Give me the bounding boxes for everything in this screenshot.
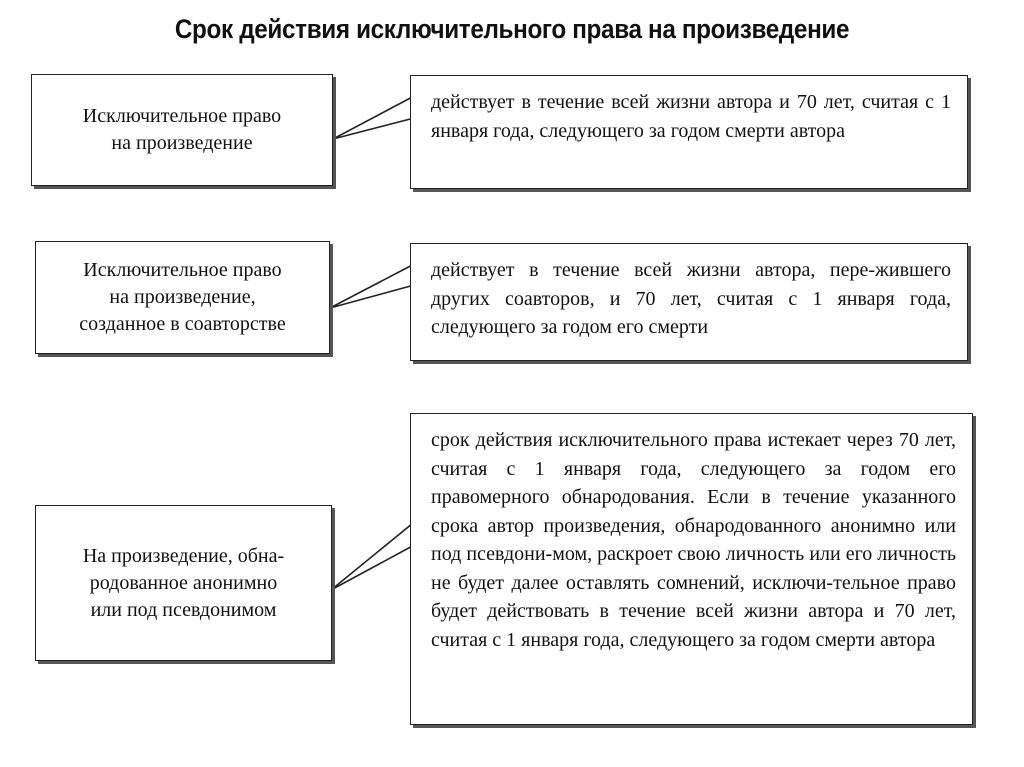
left-box-row-1-line-1: Исключительное право [82, 105, 282, 127]
left-box-row-1-line-2: на произведение [111, 132, 253, 154]
right-box-row-2-text: действует в течение всей жизни автора, пере-жившего других соавторов, и 70 лет, считая с 1 января года, следующего за годом его смерти [431, 259, 951, 338]
connector-row-3 [331, 519, 418, 590]
right-box-row-1-text: действует в течение всей жизни автора и 70 лет, считая с 1 января года, следующего за годом смерти автора [431, 91, 951, 142]
left-box-row-2-line-2: на произведение, [109, 286, 256, 308]
left-box-row-3 [35, 505, 332, 661]
right-box-row-3-text: срок действия исключительного права истекает через 70 лет, считая с 1 января года, следующего за годом его правомерного обнародования. Если в течение указанного срока автор произведения, обнародованного анонимно или под псевдони-мом, раскроет свою личность или его личность не будет далее оставлять сомнений, исключи-тельное право будет действовать в течение всей жизни автора и 70 лет, считая с 1 января года, следующего за годом смерти автора [431, 429, 956, 651]
left-box-row-3-line-1: На произведение, обна- [82, 544, 285, 567]
right-box-row-2 [410, 243, 968, 361]
left-box-row-1 [31, 74, 333, 186]
left-box-row-2-line-3: созданное в соавторстве [79, 313, 286, 335]
left-box-row-2-line-1: Исключительное право [83, 259, 282, 281]
diagram-title: Срок действия исключительного права на произведение [174, 14, 850, 44]
connector-row-1 [333, 94, 418, 139]
right-box-row-1 [410, 75, 968, 189]
left-box-row-2 [35, 241, 330, 354]
right-box-row-3 [410, 413, 973, 725]
left-box-row-3-line-2: родованное анонимно [89, 571, 278, 594]
connector-row-2 [330, 262, 418, 308]
left-box-row-3-line-3: или под псевдонимом [90, 598, 277, 621]
